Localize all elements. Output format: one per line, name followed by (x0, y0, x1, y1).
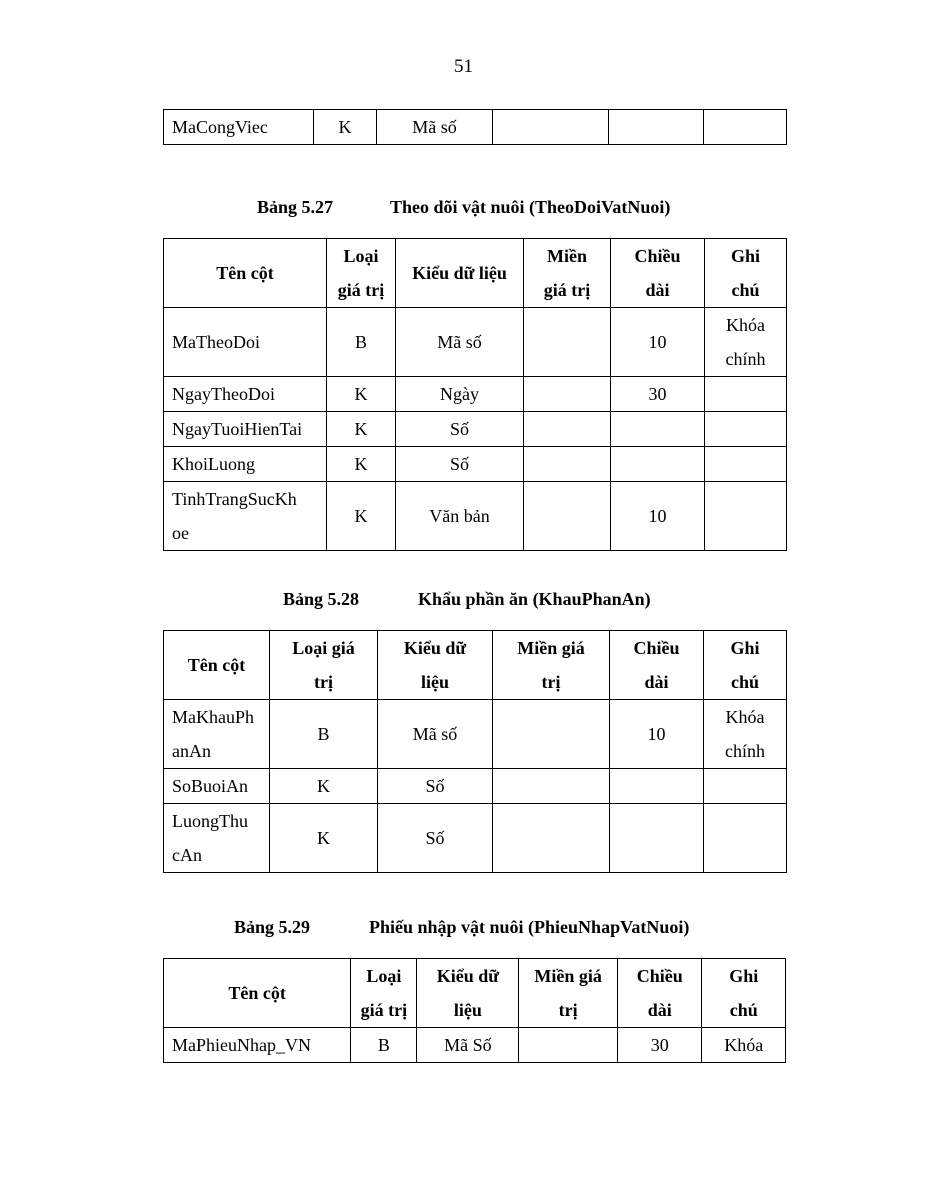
continuation-table (163, 109, 787, 145)
length-cell (609, 110, 704, 145)
table-row (164, 110, 787, 145)
header-row (164, 239, 787, 308)
cell-line: trị (314, 672, 333, 692)
value-type-cell: K (327, 377, 396, 412)
column-header (164, 631, 270, 700)
note-cell (705, 377, 787, 412)
domain-cell (493, 110, 609, 145)
note-cell (702, 1028, 786, 1063)
note-cell (704, 110, 787, 145)
length-cell: 30 (618, 1028, 702, 1063)
cell-line (711, 447, 780, 481)
column-header (417, 959, 519, 1028)
cell-line: Tên cột (228, 983, 286, 1003)
cell-line: SoBuoiAn (172, 776, 249, 796)
note-cell (704, 804, 787, 873)
cell-line: Loại giá (292, 638, 355, 658)
cell-line: dài (645, 280, 670, 300)
cell-line: liệu (453, 1000, 482, 1020)
cell-line: MaTheoDoi (172, 332, 260, 352)
cell-line: NgayTheoDoi (172, 384, 275, 404)
table-row (164, 700, 787, 769)
data-type-cell: Văn bản (396, 482, 524, 551)
column-name-cell (164, 700, 270, 769)
cell-line: giá trị (360, 1000, 408, 1020)
column-header (519, 959, 618, 1028)
domain-cell (493, 804, 610, 873)
value-type-cell: B (327, 308, 396, 377)
domain-cell (524, 412, 611, 447)
value-type-cell: K (327, 482, 396, 551)
table-row (164, 482, 787, 551)
data-type-cell: Mã số (396, 308, 524, 377)
cell-line: Tên cột (216, 263, 274, 283)
value-type-cell: K (270, 804, 378, 873)
column-header (164, 959, 351, 1028)
column-header (351, 959, 417, 1028)
column-header (396, 239, 524, 308)
caption-title: Khẩu phần ăn (KhauPhanAn) (418, 589, 651, 609)
value-type-cell: K (314, 110, 377, 145)
cell-line: giá trị (543, 280, 591, 300)
note-cell (705, 447, 787, 482)
cell-line: Tên cột (187, 655, 246, 675)
column-header (270, 631, 378, 700)
cell-line: Kiểu dữ (403, 638, 467, 658)
cell-line: chú (730, 672, 759, 692)
cell-line: trị (558, 1000, 578, 1020)
caption-number: Bảng 5.29 (234, 917, 311, 937)
cell-line: giá trị (337, 280, 385, 300)
cell-line: Khóa (725, 707, 765, 727)
note-cell (704, 700, 787, 769)
cell-line (711, 499, 780, 533)
column-name-cell (164, 308, 327, 377)
cell-line: TinhTrangSucKh (172, 489, 297, 509)
cell-line: Kiểu dữ (436, 966, 500, 986)
domain-cell (519, 1028, 618, 1063)
cell-line: dài (647, 1000, 672, 1020)
data-type-cell: Mã số (377, 110, 493, 145)
caption-title: Theo dõi vật nuôi (TheoDoiVatNuoi) (390, 197, 671, 217)
data-type-cell: Mã Số (417, 1028, 519, 1063)
cell-line: Chiều (634, 246, 681, 266)
cell-line (710, 769, 780, 803)
cell-line: Loại (343, 246, 379, 266)
data-type-cell: Số (378, 769, 493, 804)
column-header (378, 631, 493, 700)
column-header (164, 239, 327, 308)
data-type-cell: Số (378, 804, 493, 873)
column-header (524, 239, 611, 308)
cell-line: trị (541, 672, 561, 692)
value-type-cell: K (270, 769, 378, 804)
cell-line: cAn (172, 845, 202, 865)
cell-line: Khóa (724, 1035, 764, 1055)
length-cell: 10 (610, 700, 704, 769)
note-cell (705, 308, 787, 377)
cell-line: Chiều (636, 966, 683, 986)
column-header (618, 959, 702, 1028)
domain-cell (524, 482, 611, 551)
table-khau-phan-an (163, 630, 787, 873)
value-type-cell: K (327, 447, 396, 482)
data-type-cell: Số (396, 412, 524, 447)
cell-line: Miền giá (534, 966, 602, 986)
header-row (164, 959, 786, 1028)
table-row (164, 804, 787, 873)
length-cell: 10 (611, 482, 705, 551)
data-type-cell: Ngày (396, 377, 524, 412)
data-type-cell: Mã số (378, 700, 493, 769)
column-header (702, 959, 786, 1028)
column-header (611, 239, 705, 308)
cell-line: Kiểu dữ liệu (412, 263, 507, 283)
cell-line: NgayTuoiHienTai (172, 419, 303, 439)
domain-cell (524, 377, 611, 412)
cell-line: Miền giá (517, 638, 585, 658)
cell-line: anAn (172, 741, 211, 761)
value-type-cell: K (327, 412, 396, 447)
domain-cell (524, 447, 611, 482)
table-row (164, 412, 787, 447)
cell-line: chính (725, 741, 765, 761)
column-name-cell (164, 1028, 351, 1063)
column-header (327, 239, 396, 308)
caption-title: Phiếu nhập vật nuôi (PhieuNhapVatNuoi) (369, 917, 690, 937)
value-type-cell: B (270, 700, 378, 769)
cell-line (711, 412, 780, 446)
cell-line: liệu (420, 672, 449, 692)
cell-line: Khóa (726, 315, 765, 335)
table-row (164, 308, 787, 377)
cell-line: chính (725, 349, 766, 369)
page-number: 51 (454, 56, 473, 77)
note-cell (705, 482, 787, 551)
cell-line: chú (731, 280, 760, 300)
cell-line: oe (172, 523, 189, 543)
column-name-cell: MaCongViec (164, 110, 314, 145)
cell-line: chú (729, 1000, 758, 1020)
column-name-cell (164, 447, 327, 482)
cell-line: dài (644, 672, 669, 692)
length-cell (610, 804, 704, 873)
domain-cell (493, 769, 610, 804)
note-cell (705, 412, 787, 447)
table-row (164, 377, 787, 412)
cell-line: Ghi (730, 246, 760, 266)
cell-line: Loại (366, 966, 402, 986)
length-cell: 30 (611, 377, 705, 412)
table-row (164, 447, 787, 482)
cell-line: Miền (547, 246, 587, 266)
column-name-cell (164, 482, 327, 551)
cell-line: Ghi (730, 638, 760, 658)
column-header (493, 631, 610, 700)
column-name-cell (164, 412, 327, 447)
cell-line: Ghi (729, 966, 759, 986)
length-cell: 10 (611, 308, 705, 377)
header-row (164, 631, 787, 700)
cell-line: MaPhieuNhap_VN (172, 1035, 311, 1055)
data-type-cell: Số (396, 447, 524, 482)
caption-number: Bảng 5.28 (283, 589, 360, 609)
table-phieu-nhap-vat-nuoi (163, 958, 786, 1063)
cell-line: KhoiLuong (172, 454, 255, 474)
column-name-cell (164, 769, 270, 804)
column-header (704, 631, 787, 700)
column-header (610, 631, 704, 700)
length-cell (611, 447, 705, 482)
cell-line (711, 377, 780, 411)
value-type-cell: B (351, 1028, 417, 1063)
length-cell (610, 769, 704, 804)
domain-cell (493, 700, 610, 769)
column-name-cell (164, 804, 270, 873)
note-cell (704, 769, 787, 804)
table-theo-doi-vat-nuoi (163, 238, 787, 551)
domain-cell (524, 308, 611, 377)
table-row (164, 769, 787, 804)
column-name-cell (164, 377, 327, 412)
length-cell (611, 412, 705, 447)
table-row (164, 1028, 786, 1063)
column-header (705, 239, 787, 308)
caption-number: Bảng 5.27 (257, 197, 334, 217)
cell-line: MaKhauPh (172, 707, 254, 727)
cell-line: Chiều (633, 638, 680, 658)
cell-line (710, 821, 780, 855)
cell-line: LuongThu (172, 811, 248, 831)
